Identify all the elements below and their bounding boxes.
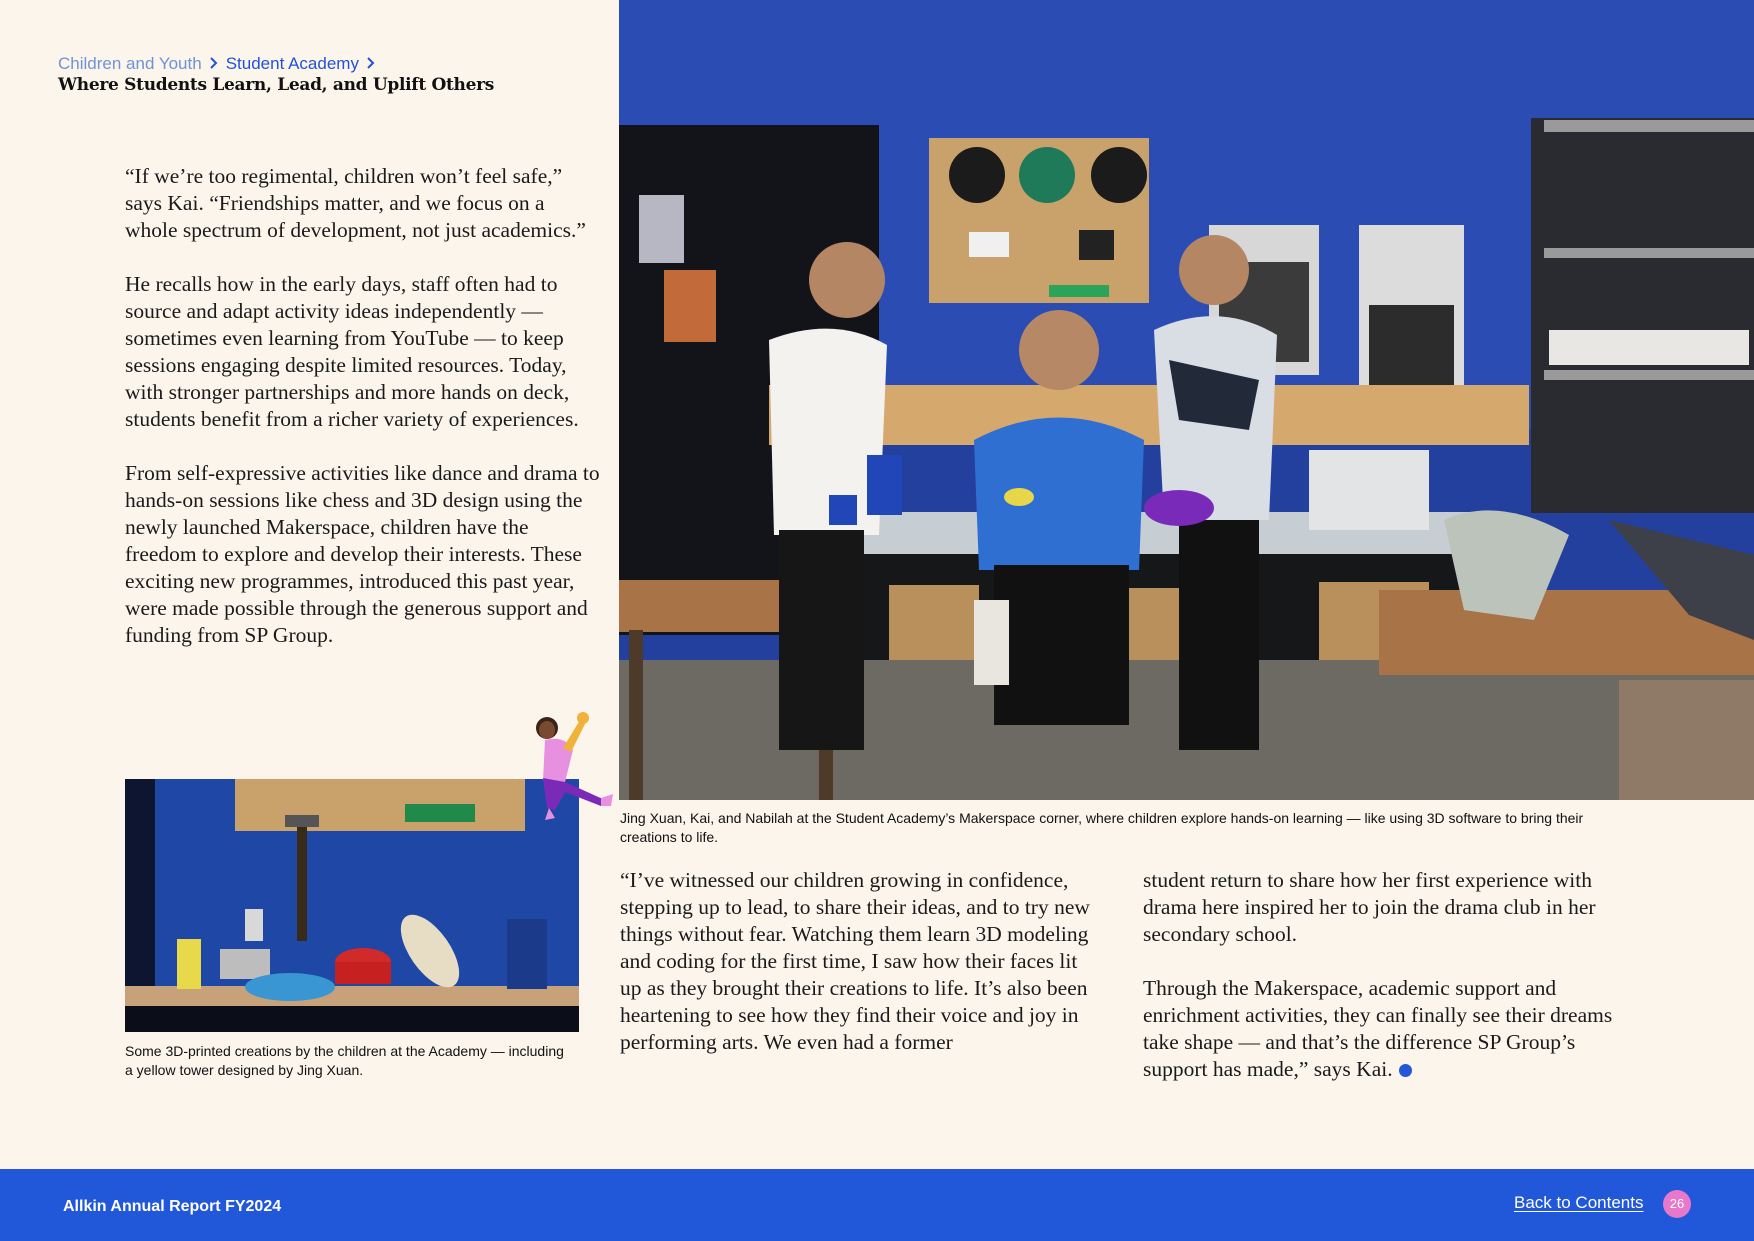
left-column-text — [125, 163, 600, 676]
hero-photo-caption: Jing Xuan, Kai, and Nabilah at the Student Academy’s Makerspace corner, where children explore hands-on learning — like using 3D software to bring their creations to life. — [620, 810, 1584, 845]
back-to-contents-link[interactable]: Back to Contents — [1514, 1193, 1644, 1212]
paragraph: He recalls how in the early days, staff often had to source and adapt activity ideas independently — sometimes even learning from YouTube — to keep sessions engaging despite limited resources. Today, with stronger partnerships and more hands on deck, students benefit from a richer variety of experiences. — [125, 272, 579, 431]
breadcrumb-children-and-youth[interactable]: Children and Youth — [58, 54, 202, 73]
report-title: Allkin Annual Report FY2024 — [63, 1198, 282, 1215]
quote-column-left: “I’ve witnessed our children growing in confidence, stepping up to lead, to share their ideas, and to try new things without fear. Watching them learn 3D modeling and coding for the first time, I saw how their faces lit up as they brought their creations to life. It’s also been heartening to see how they find their voice and joy in performing arts. We even had a former — [620, 868, 1090, 1054]
paragraph: student return to share how her first experience with drama here inspired her to join the drama club in her secondary school. — [1143, 868, 1596, 946]
hero-photo-illustration — [619, 0, 1754, 800]
page-number-badge: 26 — [1663, 1190, 1691, 1218]
chevron-right-icon — [363, 56, 379, 70]
paragraph-text: Through the Makerspace, academic support and enrichment activities, they can finally see their dreams take shape — and that’s the difference SP Group’s support has made,” says Kai. — [1143, 976, 1613, 1081]
paragraph: “If we’re too regimental, children won’t feel safe,” says Kai. “Friendships matter, and we focus on a whole spectrum of development, not just academics.” — [125, 164, 586, 242]
hero-photo-makerspace — [619, 0, 1754, 800]
small-photo-illustration — [125, 779, 579, 1032]
small-photo-caption: Some 3D-printed creations by the children at the Academy — including a yellow tower designed by Jing Xuan. — [125, 1043, 564, 1078]
page-title: Where Students Learn, Lead, and Uplift Others — [58, 75, 495, 95]
end-mark-dot — [1399, 1064, 1412, 1077]
dancer-illustration — [525, 710, 615, 822]
paragraph: From self-expressive activities like dance and drama to hands-on sessions like chess and 3D design using the newly launched Makerspace, children have the freedom to explore and develop their interests. These exciting new programmes, introduced this past year, were made possible through the generous support and funding from SP Group. — [125, 461, 600, 647]
photo-3d-printed-creations — [125, 779, 579, 1032]
chevron-right-icon — [206, 56, 222, 70]
paragraph — [1143, 975, 1623, 1083]
breadcrumb-student-academy[interactable]: Student Academy — [225, 54, 359, 73]
quote-column-right — [1143, 867, 1623, 1083]
breadcrumb — [58, 54, 383, 74]
